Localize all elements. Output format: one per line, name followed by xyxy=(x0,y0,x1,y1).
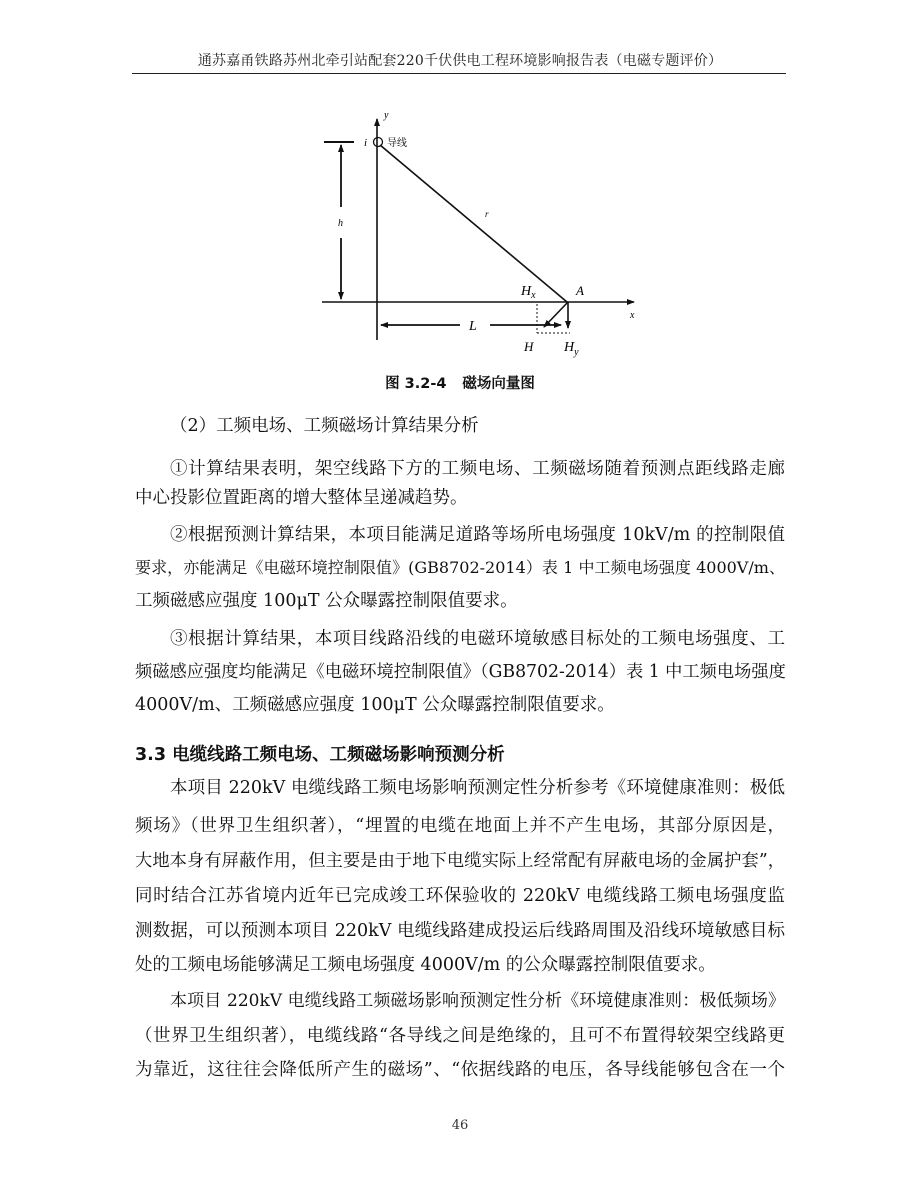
paragraph-4-line: 本项目 220kV 电缆线路工频电场影响预测定性分析参考《环境健康准则：极低 xyxy=(170,778,785,798)
hy-label-sub: y xyxy=(574,347,579,358)
h-label: H xyxy=(524,339,534,354)
running-header: 通苏嘉甬铁路苏州北牵引站配套220千伏供电工程环境影响报告表（电磁专题评价） xyxy=(197,53,723,69)
hx-label xyxy=(520,284,536,301)
point-a-label: A xyxy=(576,283,584,298)
page-number: 46 xyxy=(451,1118,469,1133)
current-label: i xyxy=(364,137,368,149)
paragraph-4-line: 处的工频电场能够满足工频电场强度 4000V/m 的公众曝露控制限值要求。 xyxy=(135,955,716,975)
paragraph-5-line: （世界卫生组织著），电缆线路“各导线之间是绝缘的，且可不布置得较架空线路更 xyxy=(135,1026,785,1046)
height-label: h xyxy=(338,218,343,229)
conductor-label: 导线 xyxy=(387,138,407,149)
vector-diagram-svg xyxy=(312,105,642,360)
paragraph-2-line: 要求，亦能满足《电磁环境控制限值》(GB8702-2014）表 1 中工频电场强度 4000V/m、 xyxy=(135,558,785,577)
paragraph-3-line: ③根据计算结果，本项目线路沿线的电磁环境敏感目标处的工频电场强度、工 xyxy=(170,629,785,649)
figure-title: 磁场向量图 xyxy=(462,376,535,392)
header-rule xyxy=(132,73,786,74)
paragraph-1-line: ①计算结果表明，架空线路下方的工频电场、工频磁场随着预测点距线路走廊 xyxy=(170,459,785,479)
figure-number: 图 3.2-4 xyxy=(385,376,447,392)
paragraph-2-line: 工频磁感应强度 100μT 公众曝露控制限值要求。 xyxy=(135,591,518,611)
distance-r-line xyxy=(380,145,567,302)
hy-label xyxy=(563,340,579,358)
paragraph-4-line: 频场》（世界卫生组织著），“埋置的电缆在地面上并不产生电场，其部分原因是， xyxy=(135,816,785,836)
paragraph-5-line: 本项目 220kV 电缆线路工频磁场影响预测定性分析《环境健康准则：极低频场》 xyxy=(170,991,785,1011)
paragraph-4-line: 大地本身有屏蔽作用，但主要是由于地下电缆实际上经常配有屏蔽电场的金属护套”， xyxy=(135,851,785,871)
r-label: r xyxy=(485,209,489,219)
subheading-result-analysis: （2）工频电场、工频磁场计算结果分析 xyxy=(170,416,479,436)
paragraph-1-line: 中心投影位置距离的增大整体呈递减趋势。 xyxy=(135,488,468,508)
paragraph-3-line: 4000V/m、工频磁感应强度 100μT 公众曝露控制限值要求。 xyxy=(135,695,615,715)
section-heading-3-3: 3.3 电缆线路工频电场、工频磁场影响预测分析 xyxy=(135,745,505,765)
paragraph-4-line: 同时结合江苏省境内近年已完成竣工环保验收的 220kV 电缆线路工频电场强度监 xyxy=(135,886,785,906)
paragraph-4-line: 测数据，可以预测本项目 220kV 电缆线路建成投运后线路周围及沿线环境敏感目标 xyxy=(135,921,785,941)
h-vector xyxy=(544,302,568,327)
l-label: L xyxy=(469,319,477,334)
y-axis-label: y xyxy=(384,110,389,121)
hy-label-main: H xyxy=(564,340,575,355)
paragraph-2-line: ②根据预测计算结果，本项目能满足道路等场所电场强度 10kV/m 的控制限值 xyxy=(170,525,785,545)
figure-caption xyxy=(135,372,785,393)
hx-label-sub: x xyxy=(531,290,536,301)
hx-label-main: H xyxy=(521,284,532,299)
magnetic-field-vector-diagram xyxy=(312,105,642,360)
paragraph-3-line: 频磁感应强度均能满足《电磁环境控制限值》（GB8702-2014）表 1 中工频电场强度 xyxy=(135,662,786,682)
x-axis-label: x xyxy=(630,310,635,321)
paragraph-5-line: 为靠近，这往往会降低所产生的磁场”、“依据线路的电压，各导线能够包含在一个 xyxy=(135,1060,785,1080)
